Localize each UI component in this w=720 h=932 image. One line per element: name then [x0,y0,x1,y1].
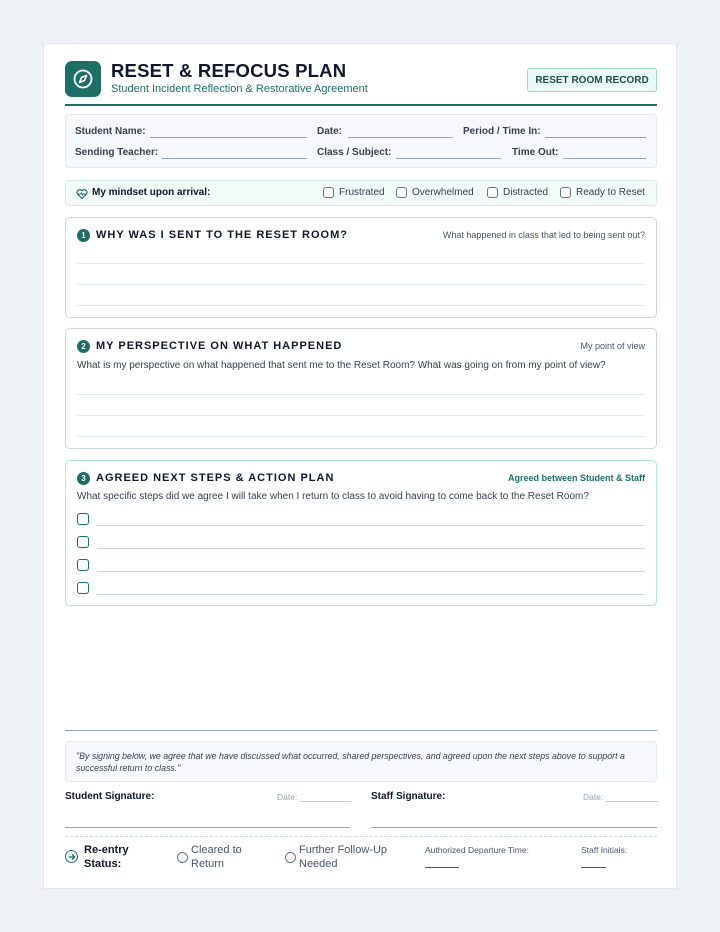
staff-signature-label: Staff Signature: [371,791,446,802]
class-subject-field[interactable] [396,158,501,159]
agreement-quote: "By signing below, we agree that we have discussed what occurred, shared perspectives, and agreed upon the next steps above to support a successful return to class." [65,741,657,782]
section-why-sent [65,217,657,318]
agreement-divider [65,730,657,731]
task-line[interactable] [97,548,645,549]
student-signature-label: Student Signature: [65,791,155,802]
time-out-field[interactable] [563,158,646,159]
further-follow-up-label: Further Follow-Up Needed [299,844,388,870]
student-signature-line[interactable] [65,827,350,828]
section-title: WHY WAS I SENT TO THE RESET ROOM? [96,229,348,241]
staff-initials-label: Staff Initials: [581,845,628,855]
time-out-label: Time Out: [512,147,559,158]
reentry-divider [65,836,657,837]
task-line[interactable] [97,525,645,526]
mindset-option-overwhelmed[interactable]: Overwhelmed [396,187,474,198]
sending-teacher-field[interactable] [162,158,307,159]
writing-line[interactable] [77,436,645,437]
writing-line[interactable] [77,394,645,395]
writing-line[interactable] [77,284,645,285]
departure-time-label: Authorized Departure Time: [425,845,529,855]
checkbox[interactable] [487,187,498,198]
reset-room-record-button[interactable]: RESET ROOM RECORD [527,68,657,92]
student-info-box [65,114,657,168]
section-title: MY PERSPECTIVE ON WHAT HAPPENED [96,340,343,352]
writing-line[interactable] [77,263,645,264]
page-subtitle: Student Incident Reflection & Restorative Agreement [111,83,368,95]
task-checkbox[interactable] [77,513,89,525]
writing-line[interactable] [77,415,645,416]
section-prompt: What is my perspective on what happened that sent me to the Reset Room? What was going on from my point of view? [77,360,606,371]
cleared-to-return-label: Cleared to Return [191,844,242,870]
reentry-status-label: Re-entry Status: [84,844,129,870]
task-checkbox[interactable] [77,582,89,594]
period-time-in-label: Period / Time In: [463,126,541,137]
section-title: AGREED NEXT STEPS & ACTION PLAN [96,472,335,484]
student-signature-date: Date: ___________ [277,792,352,802]
section-next-steps [65,460,657,606]
checkbox[interactable] [323,187,334,198]
departure-time-field[interactable] [425,867,459,868]
header-divider [65,104,657,106]
section-my-perspective [65,328,657,449]
staff-signature-line[interactable] [371,827,657,828]
section-note: Agreed between Student & Staff [507,473,645,483]
mindset-option-distracted[interactable]: Distracted [487,187,548,198]
student-name-label: Student Name: [75,126,146,137]
section-prompt: What specific steps did we agree I will take when I return to class to avoid having to come back to the Reset Room? [77,491,589,502]
period-time-in-field[interactable] [545,137,646,138]
class-subject-label: Class / Subject: [317,147,392,158]
mindset-option-frustrated[interactable]: Frustrated [323,187,385,198]
mindset-label: My mindset upon arrival: [92,187,211,198]
section-number: 2 [77,340,90,353]
task-checkbox[interactable] [77,536,89,548]
task-checkbox[interactable] [77,559,89,571]
task-line[interactable] [97,571,645,572]
compass-icon [65,61,101,97]
section-number: 1 [77,229,90,242]
page-title: RESET & REFOCUS PLAN [111,60,347,81]
staff-initials-field[interactable] [581,867,606,868]
section-note: What happened in class that led to being sent out? [442,230,645,240]
further-follow-up-radio[interactable] [285,852,296,863]
task-line[interactable] [97,594,645,595]
cleared-to-return-radio[interactable] [177,852,188,863]
student-name-field[interactable] [150,137,307,138]
section-number: 3 [77,472,90,485]
writing-line[interactable] [77,305,645,306]
mindset-option-ready-to-reset[interactable]: Ready to Reset [560,187,645,198]
checkbox[interactable] [560,187,571,198]
heart-pulse-icon [76,187,88,205]
date-field[interactable] [348,137,453,138]
checkbox[interactable] [396,187,407,198]
section-note: My point of view [580,341,645,351]
date-label: Date: [317,126,343,137]
form-page [43,43,677,889]
arrow-right-circle-icon [65,850,78,863]
sending-teacher-label: Sending Teacher: [75,147,159,158]
mindset-row [65,180,657,206]
staff-signature-date: Date: ___________ [583,792,658,802]
